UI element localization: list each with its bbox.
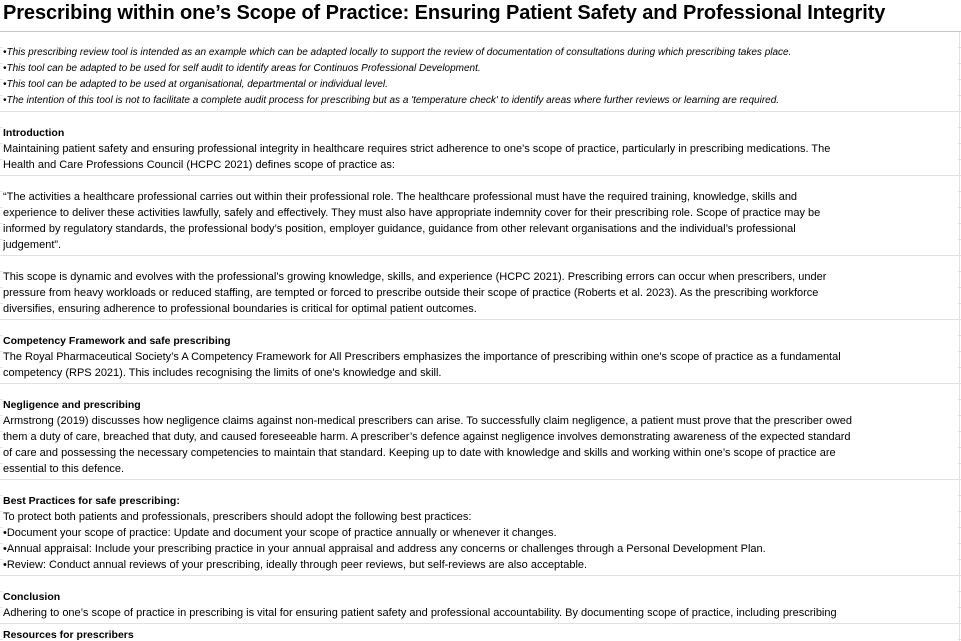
bullet-line[interactable]: •Review: Conduct annual reviews of your prescribing, ideally through peer reviews, but self-reviews are also acceptable. (3, 557, 958, 573)
text-line[interactable]: diversifies, ensuring adherence to professional boundaries is critical for optimal patient outcomes. (3, 301, 958, 317)
column-gridline (959, 0, 960, 641)
text-line[interactable]: Armstrong (2019) discusses how negligence claims against non-medical prescribers can arise. To successfully claim negligence, a patient must prove that the prescriber owed (3, 413, 958, 429)
quote-line[interactable]: judgement”. (3, 237, 958, 253)
text-line[interactable]: Health and Care Professions Council (HCPC 2021) defines scope of practice as: (3, 157, 958, 173)
title-row[interactable] (0, 0, 961, 32)
page-title: Prescribing within one’s Scope of Practice: Ensuring Patient Safety and Professional Integrity (3, 2, 886, 24)
section-heading-competency[interactable]: Competency Framework and safe prescribing (3, 333, 958, 349)
section-heading-negligence[interactable]: Negligence and prescribing (3, 397, 958, 413)
note-line[interactable]: •This prescribing review tool is intended as an example which can be adapted locally to support the review of documentation of consultations during which prescribing takes place. (3, 45, 958, 61)
section-heading-resources[interactable]: Resources for prescribers (3, 627, 958, 641)
note-line[interactable]: •The intention of this tool is not to facilitate a complete audit process for prescribing but as a 'temperature check' to identify areas where further reviews or learning are required. (3, 93, 958, 109)
text-line[interactable]: of care and possessing the necessary competencies to maintain that standard. Keeping up to date with knowledge and skills and working within one’s scope of practice are (3, 445, 958, 461)
text-line[interactable]: pressure from heavy workloads or reduced staffing, are tempted or forced to prescribe outside their scope of practice (Roberts et al. 2023). As the prescribing workforce (3, 285, 958, 301)
section-heading-conclusion[interactable]: Conclusion (3, 589, 958, 605)
quote-line[interactable]: experience to deliver these activities lawfully, safely and effectively. They must also have appropriate indemnity cover for their prescribing role. Scope of practice may be (3, 205, 958, 221)
text-line[interactable]: Maintaining patient safety and ensuring professional integrity in healthcare requires strict adherence to one's scope of practice, particularly in prescribing medications. The (3, 141, 958, 157)
text-line[interactable]: competency (RPS 2021). This includes recognising the limits of one's knowledge and skill. (3, 365, 958, 381)
bullet-line[interactable]: •Annual appraisal: Include your prescribing practice in your annual appraisal and address any concerns or challenges through a Personal Development Plan. (3, 541, 958, 557)
text-line[interactable]: The Royal Pharmaceutical Society’s A Competency Framework for All Prescribers emphasizes the importance of prescribing within one's scope of practice as a fundamental (3, 349, 958, 365)
quote-line[interactable]: “The activities a healthcare professional carries out within their professional role. The healthcare professional must have the required training, knowledge, skills and (3, 189, 958, 205)
text-line[interactable]: To protect both patients and professionals, prescribers should adopt the following best practices: (3, 509, 958, 525)
section-heading-introduction[interactable]: Introduction (3, 125, 958, 141)
section-heading-best-practices[interactable]: Best Practices for safe prescribing: (3, 493, 958, 509)
note-line[interactable]: •This tool can be adapted to be used at organisational, departmental or individual level. (3, 77, 958, 93)
note-line[interactable]: •This tool can be adapted to be used for self audit to identify areas for Continuos Professional Development. (3, 61, 958, 77)
quote-line[interactable]: informed by regulatory standards, the professional body’s position, employer guidance, guidance from other relevant organisations and the individual’s professional (3, 221, 958, 237)
text-line[interactable]: them a duty of care, breached that duty, and caused foreseeable harm. A prescriber’s defence against negligence involves demonstrating awareness of the expected standard (3, 429, 958, 445)
text-line[interactable]: essential to this defence. (3, 461, 958, 477)
text-line[interactable]: Adhering to one’s scope of practice in prescribing is vital for ensuring patient safety and professional accountability. By documenting scope of practice, including prescribing (3, 605, 958, 621)
bullet-line[interactable]: •Document your scope of practice: Update and document your scope of practice annually or whenever it changes. (3, 525, 958, 541)
text-line[interactable]: This scope is dynamic and evolves with the professional’s growing knowledge, skills, and experience (HCPC 2021). Prescribing errors can occur when prescribers, under (3, 269, 958, 285)
